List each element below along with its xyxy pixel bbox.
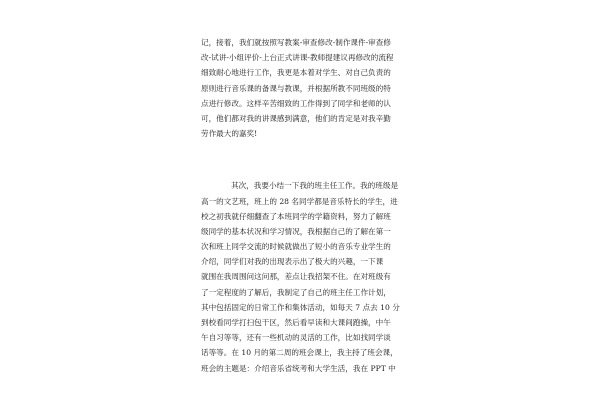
- paragraph-spacer: [201, 141, 397, 178]
- text-line: 班会的主题是：介绍音乐省统考和大学生活，我在 PPT 中: [201, 363, 396, 373]
- text-line: 点进行修改。这样辛苦细致的工作得到了同学和老师的认: [201, 98, 391, 108]
- text-line: 高一的文艺班，班上的 28 名同学都是音乐特长的学生，进: [201, 196, 398, 206]
- text-line: 话等等。在 10 月的第二周的班会课上，我主持了班会课，: [201, 348, 398, 358]
- text-line: 改-试讲-小组评价-上台正式讲课-教师提建议再修改的流程: [201, 53, 394, 63]
- text-line: 劳作最大的嘉奖!: [201, 129, 258, 139]
- text-line-indented: 其次，我要小结一下我的班主任工作。我的班级是: [231, 181, 399, 191]
- text-line: 了一定程度的了解后，我制定了自己的班主任工作计划，: [201, 287, 391, 297]
- paragraph-class-teacher-work: [201, 178, 400, 375]
- paragraph-review-process: [201, 35, 397, 141]
- text-line: 午自习等等，还有一些机动的灵活的工作，比如找同学谈: [201, 333, 391, 343]
- text-line: 记，接着，我们就按照写教案-审查修改-制作课件-审查修: [201, 38, 391, 47]
- text-line: 到校看同学打扫包干区，然后看早读和大课间跑操，中午: [201, 318, 391, 327]
- text-line: 可，他们都对我的讲课感到满意，他们的肯定是对我辛勤: [201, 113, 391, 123]
- text-line: 校之初我就仔细翻查了本班同学的学籍资料，努力了解班: [201, 211, 391, 221]
- text-line: 介绍，同学们对我的出现表示出了极大的兴趣，一下课: [201, 257, 384, 267]
- text-line: 就围在我周围问这问那，差点让我招架不住。在对班级有: [201, 272, 391, 282]
- text-line: 细致耐心地进行工作，我更是本着对学生、对自己负责的: [201, 68, 391, 78]
- text-line: 其中包括固定的日常工作和集体活动，如每天 7 点去 10 分: [201, 302, 400, 312]
- text-line: 次和班上同学交流的时候就做出了短小的音乐专业学生的: [201, 242, 391, 252]
- text-line: 级同学的基本状况和学习情况，我根据自己的了解在第一: [201, 226, 391, 236]
- text-column: [201, 35, 400, 376]
- text-line: 原则进行音乐课的备课与教课，并根据所教不同班级的特: [201, 83, 391, 93]
